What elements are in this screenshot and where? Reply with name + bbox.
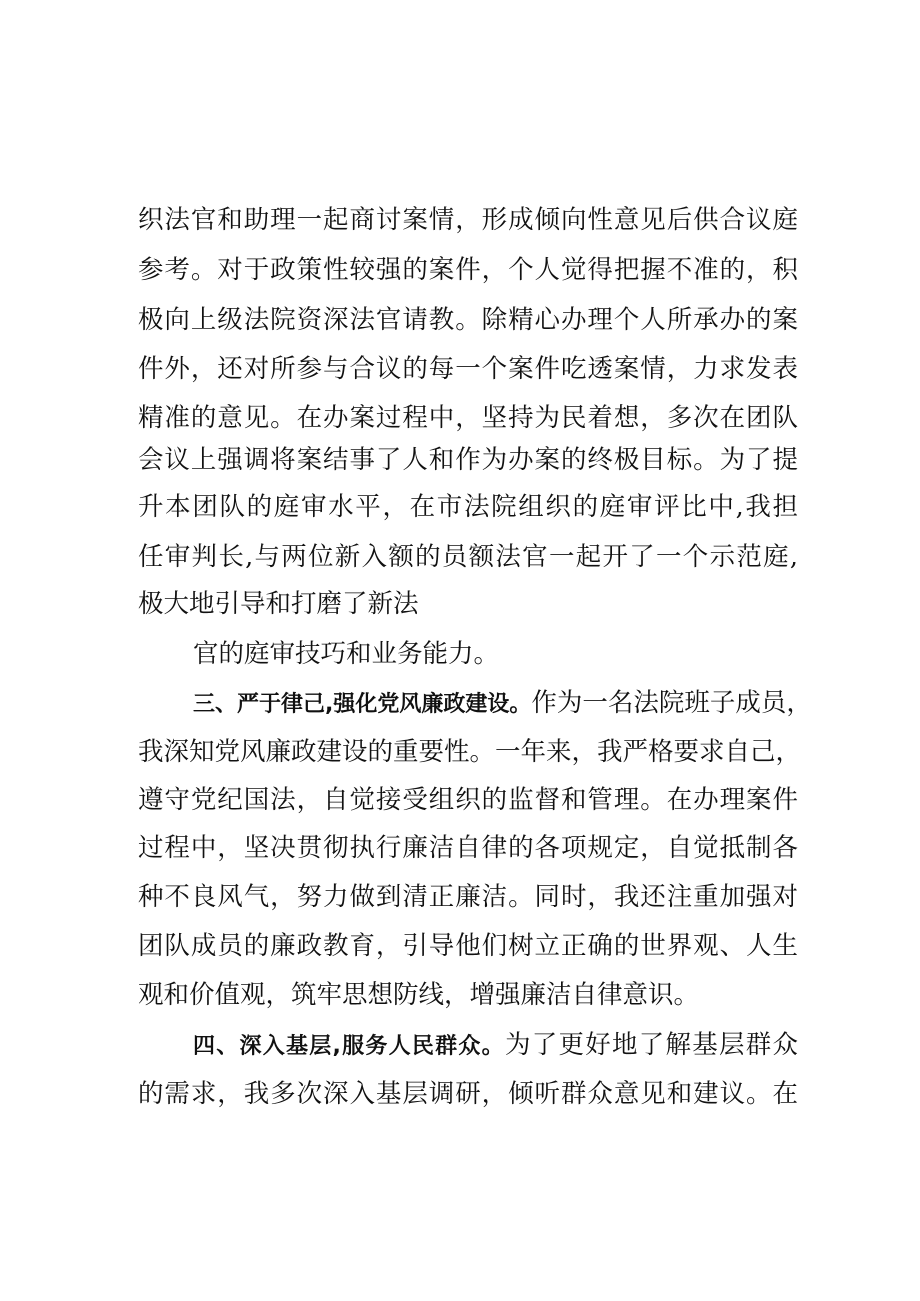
section-4-first-line (193, 1025, 798, 1065)
body-line: 过程中，坚决贯彻执行廉洁自律的各项规定，自觉抵制各 (138, 833, 798, 863)
section-3-heading: 三、严于律己,强化党风廉政建设。 (193, 692, 532, 717)
section-3-first-line-text: 作为一名法院班子成员， (531, 688, 812, 718)
section-3-first-line (193, 683, 812, 723)
section-4-heading: 四、深入基层,服务人民群众。 (193, 1034, 505, 1059)
body-line: 精准的意见。在办案过程中，坚持为民着想，多次在团队 (138, 403, 798, 433)
body-line: 极大地引导和打磨了新法 (138, 589, 419, 619)
body-line: 遵守党纪国法，自觉接受组织的监督和管理。在办理案件 (138, 785, 798, 815)
body-line: 会议上强调将案结事了人和作为办案的终极目标。为了提 (138, 445, 798, 475)
body-line: 种不良风气，努力做到清正廉洁。同时，我还注重加强对 (138, 882, 798, 912)
body-line: 团队成员的廉政教育，引导他们树立正确的世界观、人生 (138, 931, 798, 961)
body-line: 我深知党风廉政建设的重要性。一年来，我严格要求自己， (138, 737, 802, 767)
body-line: 官的庭审技巧和业务能力。 (193, 639, 500, 669)
body-line: 观和价值观，筑牢思想防线，增强廉洁自律意识。 (138, 980, 700, 1010)
body-line: 任审判长,与两位新入额的员额法官一起开了一个示范庭, (138, 542, 798, 572)
body-line: 极向上级法院资深法官请教。除精心办理个人所承办的案 (138, 305, 798, 335)
body-line: 织法官和助理一起商讨案情，形成倾向性意见后供合议庭 (138, 205, 798, 235)
body-line: 的需求，我多次深入基层调研，倾听群众意见和建议。在 (138, 1079, 798, 1109)
body-line: 参考。对于政策性较强的案件，个人觉得把握不准的，积 (138, 255, 798, 285)
section-4-first-line-text: 为了更好地了解基层群众 (504, 1030, 798, 1060)
body-line: 升本团队的庭审水平，在市法院组织的庭审评比中,我担 (138, 492, 798, 522)
body-line: 件外，还对所参与合议的每一个案件吃透案情，力求发表 (138, 354, 798, 384)
